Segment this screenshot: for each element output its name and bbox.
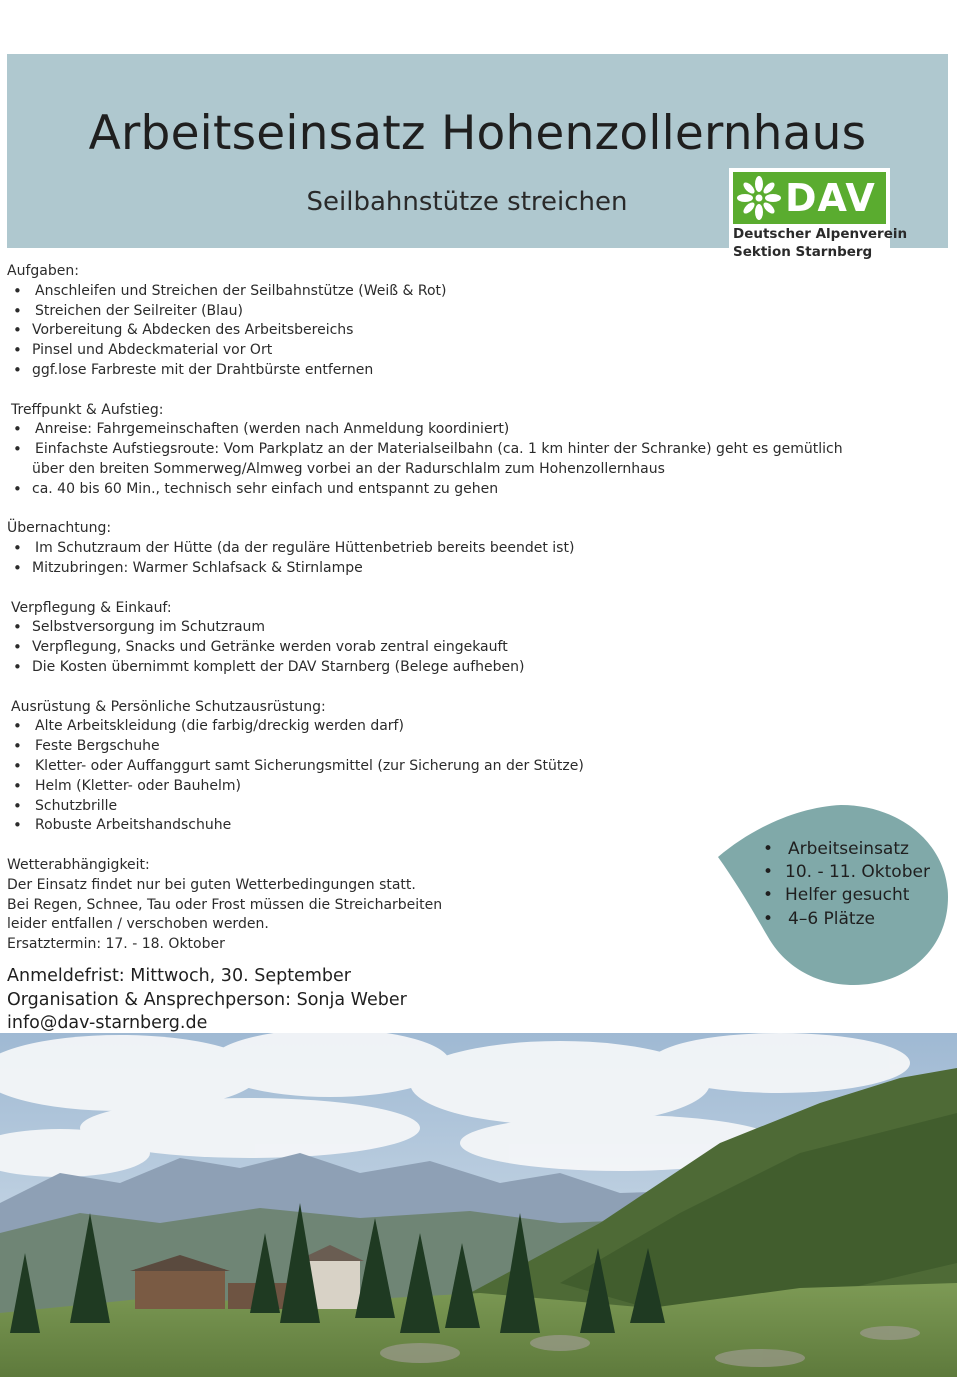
contact-block (7, 965, 407, 1036)
list-item-text: • Einfachste Aufstiegsroute: Vom Parkplatz an der Materialseilbahn (ca. 1 km hinter der Schranke) geht es gemütlich (35, 441, 843, 458)
list-item-text: Helm (Kletter- oder Bauhelm) (35, 777, 242, 794)
bubble-item (763, 884, 930, 907)
wetter-line: Bei Regen, Schnee, Tau oder Frost müssen die Streicharbeiten (7, 896, 443, 913)
list-item (7, 282, 847, 302)
wetter-line: leider entfallen / verschoben werden. (7, 916, 269, 933)
list-item-text: Feste Bergschuhe (35, 738, 160, 755)
verpflegung-list (7, 618, 847, 677)
section-title: Treffpunkt & Aufstieg: (11, 401, 164, 418)
bubble-item-text: Arbeitseinsatz (788, 839, 909, 859)
list-item-text: Streichen der Seilreiter (Blau) (35, 302, 243, 319)
logo-text-line2: Sektion Starnberg (733, 244, 873, 260)
registration-deadline: Anmeldefrist: Mittwoch, 30. September (7, 966, 351, 986)
section-treffpunkt (7, 401, 847, 500)
list-item (7, 302, 847, 322)
list-item-text: Anschleifen und Streichen der Seilbahnstütze (Weiß & Rot) (35, 282, 447, 299)
list-item-text: ggf.lose Farbreste mit der Drahtbürste entfernen (32, 361, 374, 378)
list-item-text: Mitzubringen: Warmer Schlafsack & Stirnlampe (32, 559, 363, 576)
list-item-text: Verpflegung, Snacks und Getränke werden vorab zentral eingekauft (32, 639, 508, 656)
list-item-text: Robuste Arbeitshandschuhe (35, 817, 232, 834)
list-item-text: Kletter- oder Auffanggurt samt Sicherungsmittel (zur Sicherung an der Stütze) (35, 757, 584, 774)
section-title: Aufgaben: (7, 263, 79, 279)
list-item (7, 361, 847, 381)
list-item-text: Schutzbrille (35, 797, 118, 814)
list-item (7, 717, 847, 737)
list-item-text: Selbstversorgung im Schutzraum (32, 619, 266, 636)
list-item (7, 480, 847, 500)
list-item (7, 420, 847, 440)
page-subtitle: Seilbahnstütze streichen (306, 187, 628, 217)
list-item (7, 658, 847, 678)
bubble-item (763, 908, 930, 931)
list-item (7, 777, 847, 797)
aufgaben-list (7, 282, 847, 381)
section-title: Übernachtung: (7, 520, 112, 537)
list-item (7, 559, 847, 579)
organiser: Organisation & Ansprechperson: Sonja Weber (7, 989, 407, 1010)
treffpunkt-list (7, 420, 847, 499)
contact-email: info@dav-starnberg.de (7, 1013, 208, 1033)
section-title: Verpflegung & Einkauf: (11, 599, 172, 616)
mountain-hut-photo (0, 1033, 957, 1377)
section-verpflegung (7, 599, 847, 678)
list-item (7, 321, 847, 341)
list-item (7, 341, 847, 361)
info-bubble-list (763, 838, 930, 931)
list-item-text-continued: über den breiten Sommerweg/Almweg vorbei an der Radurschlalm zum Hohenzollernhaus (32, 460, 665, 477)
wetter-line: Der Einsatz findet nur bei guten Wetterbedingungen statt. (7, 876, 416, 893)
list-item-text: Die Kosten übernimmt komplett der DAV Starnberg (Belege aufheben) (32, 658, 525, 675)
uebernachtung-list (7, 539, 847, 579)
section-title: Wetterabhängigkeit: (7, 856, 150, 873)
list-item (7, 539, 847, 559)
dav-logo (729, 168, 908, 264)
edelweiss-icon (737, 176, 781, 220)
logo-green-panel (733, 172, 886, 224)
page-title: Arbeitseinsatz Hohenzollernhaus (88, 106, 867, 161)
bubble-item-text: 10. - 11. Oktober (785, 862, 930, 883)
list-item-text: ca. 40 bis 60 Min., technisch sehr einfach und entspannt zu gehen (32, 480, 499, 497)
list-item (7, 618, 847, 638)
list-item (7, 737, 847, 757)
ersatztermin: Ersatztermin: 17. - 18. Oktober (7, 936, 225, 953)
list-item-text: Pinsel und Abdeckmaterial vor Ort (32, 342, 273, 359)
section-uebernachtung (7, 519, 847, 578)
list-item-text: Anreise: Fahrgemeinschaften (werden nach Anmeldung koordiniert) (35, 421, 510, 438)
list-item (7, 757, 847, 777)
logo-text-line1: Deutscher Alpenverein (733, 226, 908, 242)
list-item-text: Vorbereitung & Abdecken des Arbeitsbereichs (32, 322, 354, 339)
list-item (7, 638, 847, 658)
list-item (7, 440, 847, 480)
section-title: Ausrüstung & Persönliche Schutzausrüstung: (11, 698, 326, 715)
list-item-text: Im Schutzraum der Hütte (da der reguläre Hüttenbetrieb bereits beendet ist) (35, 540, 575, 557)
bubble-item (763, 838, 930, 861)
list-item-text: Alte Arbeitskleidung (die farbig/dreckig werden darf) (35, 718, 404, 735)
logo-wordmark: DAV (785, 176, 876, 220)
section-aufgaben (7, 262, 847, 381)
bubble-item (763, 861, 930, 884)
bubble-item-text: 4–6 Plätze (788, 908, 875, 929)
bubble-item-text: Helfer gesucht (785, 885, 910, 906)
